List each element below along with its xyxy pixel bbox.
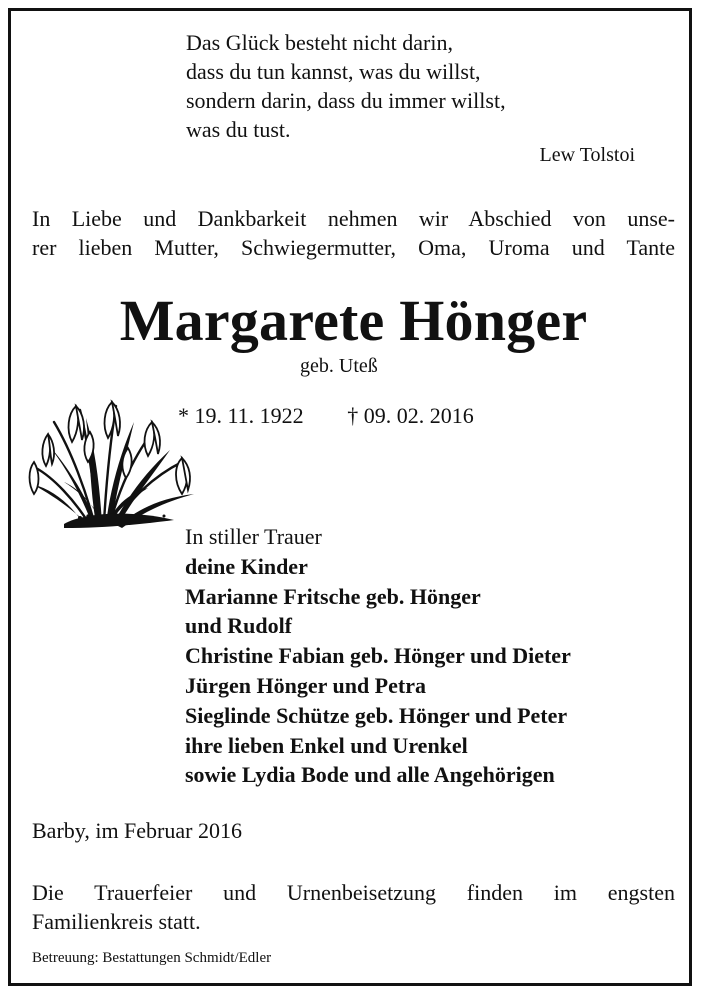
death-date: † 09. 02. 2016	[347, 403, 474, 428]
deceased-name: Margarete Hönger	[119, 288, 588, 353]
mourner-line: Sieglinde Schütze geb. Hönger und Peter	[185, 702, 568, 728]
snowdrop-flower-icon	[24, 392, 202, 534]
quote-line: Das Glück besteht nicht darin,	[186, 30, 453, 55]
intro-text	[32, 204, 675, 262]
funeral-note	[32, 878, 675, 936]
quote-author: Lew Tolstoi	[539, 144, 635, 166]
funeral-line: Familienkreis statt.	[32, 909, 201, 934]
mourner-line: Marianne Fritsche geb. Hönger	[185, 583, 481, 609]
quote-line: was du tust.	[186, 117, 291, 142]
mourners-heading: In stiller Trauer	[185, 524, 322, 549]
mourner-line: Jürgen Hönger und Petra	[185, 672, 426, 698]
quote-line: dass du tun kannst, was du willst,	[186, 59, 481, 84]
undertaker-credit: Betreuung: Bestattungen Schmidt/Edler	[32, 950, 272, 966]
life-dates	[178, 403, 474, 429]
place-date: Barby, im Februar 2016	[32, 818, 242, 843]
birth-name: geb. Uteß	[300, 355, 378, 377]
quote-block	[186, 28, 506, 144]
intro-line: rer lieben Mutter, Schwiegermutter, Oma, Uroma und Tante	[32, 235, 675, 260]
mourner-line: sowie Lydia Bode und alle Angehörigen	[185, 762, 555, 788]
intro-line: In Liebe und Dankbarkeit nehmen wir Abschied von unse-	[32, 206, 675, 231]
mourners-list	[185, 522, 571, 790]
mourner-line: ihre lieben Enkel und Urenkel	[185, 732, 468, 758]
mourner-line: und Rudolf	[185, 613, 293, 639]
mourner-line: deine Kinder	[185, 553, 308, 579]
funeral-line: Die Trauerfeier und Urnenbeisetzung finden im engsten	[32, 880, 675, 905]
birth-date: * 19. 11. 1922	[178, 403, 304, 428]
quote-line: sondern darin, dass du immer willst,	[186, 88, 506, 113]
mourner-line: Christine Fabian geb. Hönger und Dieter	[185, 643, 571, 669]
